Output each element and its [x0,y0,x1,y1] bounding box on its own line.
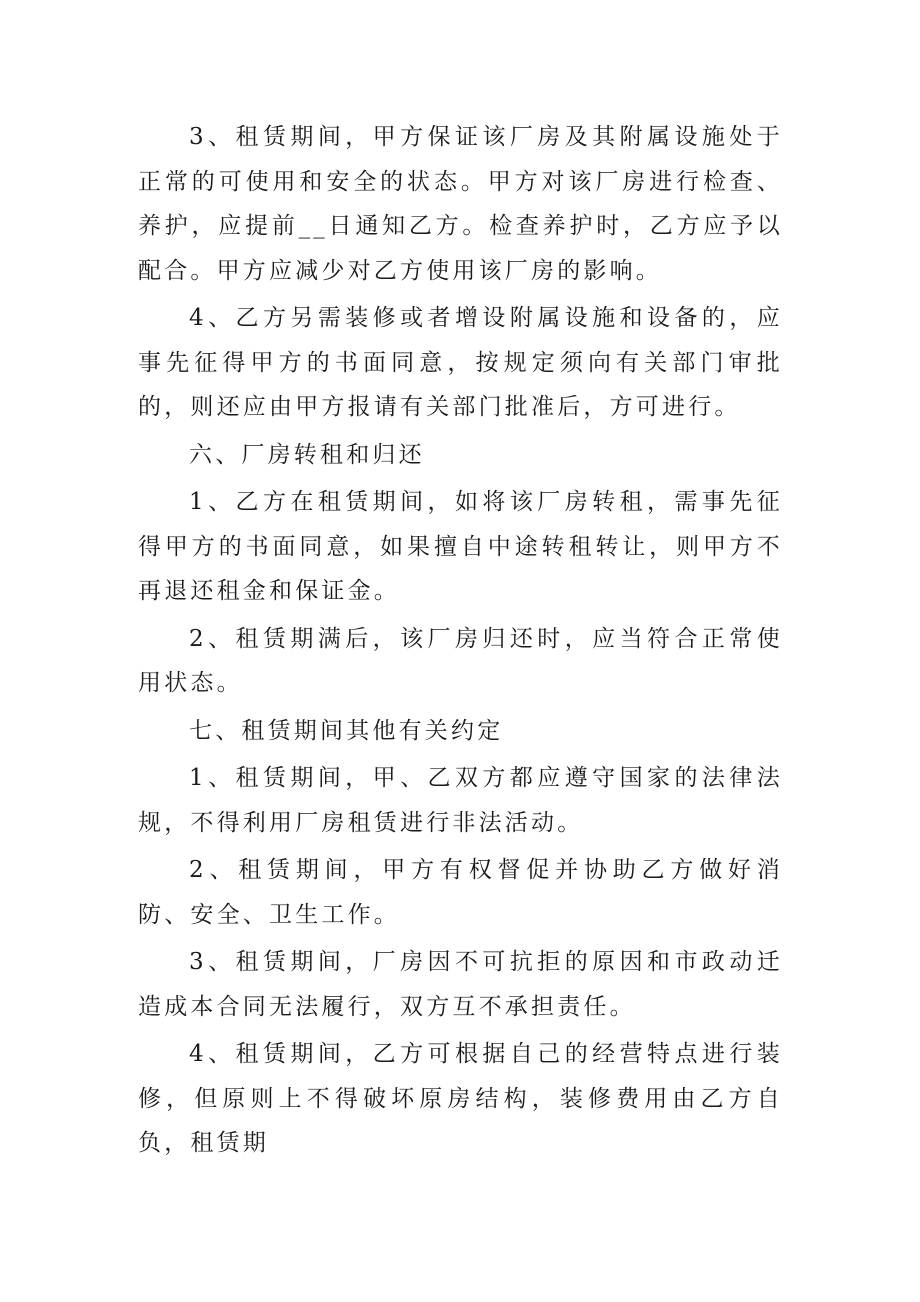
clause-7-2-paragraph: 2、租赁期间，甲方有权督促并协助乙方做好消防、安全、卫生工作。 [138,857,783,928]
clause-7-1-paragraph: 1、租赁期间，甲、乙双方都应遵守国家的法律法规，不得利用厂房租赁进行非法活动。 [138,765,783,836]
section-6-heading: 六、厂房转租和归还 [189,441,425,468]
clause-5-4-paragraph: 4、乙方另需装修或者增设附属设施和设备的，应事先征得甲方的书面同意，按规定须向有关部门审批的，则还应由甲方报请有关部门批准后，方可进行。 [138,305,783,420]
document-body [138,115,783,1169]
clause-6-1-paragraph: 1、乙方在租赁期间，如将该厂房转租，需事先征得甲方的书面同意，如果擅自中途转租转让，则甲方不再退还租金和保证金。 [138,489,783,604]
clause-7-4-paragraph: 4、租赁期间，乙方可根据自己的经营特点进行装修，但原则上不得破坏原房结构，装修费用由乙方自负，租赁期 [138,1041,783,1156]
section-7-heading: 七、租赁期间其他有关约定 [189,717,504,744]
clause-6-2-paragraph: 2、租赁期满后，该厂房归还时，应当符合正常使用状态。 [138,625,783,696]
clause-5-3-paragraph: 3、租赁期间，甲方保证该厂房及其附属设施处于正常的可使用和安全的状态。甲方对该厂房进行检查、养护，应提前__日通知乙方。检查养护时，乙方应予以配合。甲方应减少对乙方使用该厂房的影响。 [138,124,783,284]
clause-7-3-paragraph: 3、租赁期间，厂房因不可抗拒的原因和市政动迁造成本合同无法履行，双方互不承担责任。 [138,949,783,1020]
